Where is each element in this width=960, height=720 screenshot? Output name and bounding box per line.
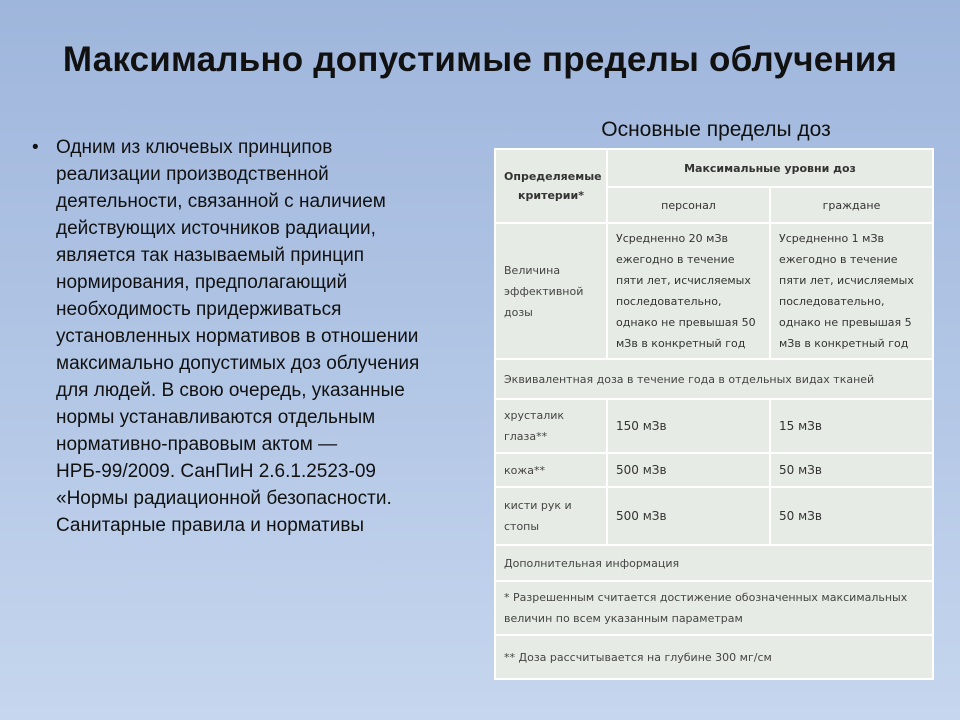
row-label: хрусталик глаза** [495,399,607,453]
additional-info-header: Дополнительная информация [495,545,933,581]
bullet-dot-icon: • [32,137,39,158]
header-max-levels: Максимальные уровни доз [607,149,933,187]
table-caption: Основные пределы доз [601,118,831,141]
row-citizens-value: 50 мЗв [770,487,933,545]
header-citizens: граждане [770,187,933,223]
dose-limits-table-container [494,148,932,679]
row-personnel-value: 500 мЗв [607,453,770,487]
row-label: кожа** [495,453,607,487]
row-citizens-value: 50 мЗв [770,453,933,487]
row-citizens-value: 15 мЗв [770,399,933,453]
row-label: кисти рук и стопы [495,487,607,545]
row-personnel-value: 150 мЗв [607,399,770,453]
footnote-1: * Разрешенным считается достижение обозначенных максимальных величин по всем указанным параметрам [495,581,933,635]
effective-dose-label: Величина эффективной дозы [495,223,607,359]
table-row [495,453,933,487]
effective-dose-citizens: Усредненно 1 мЗв ежегодно в течение пяти лет, исчисляемых последовательно, однако не превышая 5 мЗв в конкретный год [770,223,933,359]
slide-title: Максимально допустимые пределы облучения [62,40,898,79]
table-row [495,399,933,453]
equivalent-dose-header: Эквивалентная доза в течение года в отдельных видах тканей [495,359,933,399]
bullet-paragraph [32,134,422,539]
header-criteria: Определяемые критерии* [495,149,607,223]
header-personnel: персонал [607,187,770,223]
table-row [495,487,933,545]
row-personnel-value: 500 мЗв [607,487,770,545]
dose-limits-table [494,148,934,680]
effective-dose-personnel: Усредненно 20 мЗв ежегодно в течение пяти лет, исчисляемых последовательно, однако не превышая 50 мЗв в конкретный год [607,223,770,359]
bullet-text: Одним из ключевых принципов реализации производственной деятельности, связанной с наличием действующих источников радиации, является так называемый принцип нормирования, предполагающий необходимость придерживаться установленных нормативов в отношении максимально допустимых доз облучения для людей. В свою очередь, указанные нормы устанавливаются отдельным нормативно-правовым актом — НРБ-99/2009. СанПиН 2.6.1.2523-09 «Нормы радиационной безопасности. Санитарные правила и нормативы [56,137,420,536]
footnote-2: ** Доза рассчитывается на глубине 300 мг/см [495,635,933,679]
